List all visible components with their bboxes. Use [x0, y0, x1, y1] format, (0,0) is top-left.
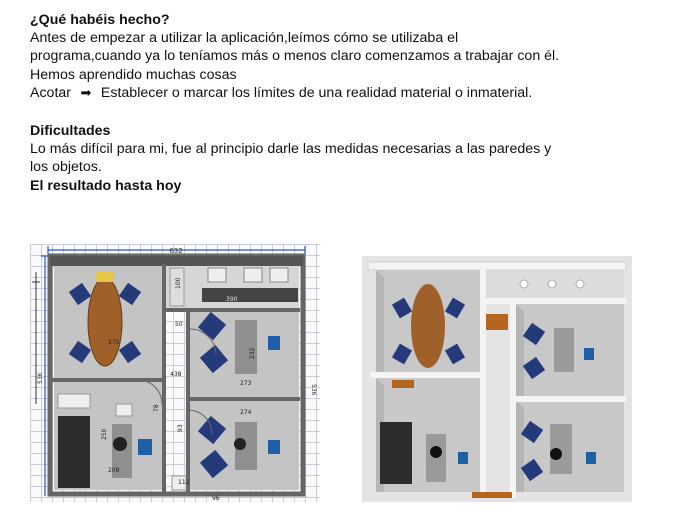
paragraph-line: los objetos.: [30, 159, 102, 176]
floor-plan-2d: [30, 244, 320, 502]
section-title-difficulties: Dificultades: [30, 123, 111, 140]
dim-label: 250: [101, 428, 108, 440]
paragraph-line: programa,cuando ya lo teníamos más o menos claro comenzamos a trabajar con él.: [30, 48, 560, 65]
dim-label-right: 536: [310, 384, 317, 396]
dim-label: 274: [240, 409, 252, 416]
text-content: [30, 11, 670, 195]
dim-label: 273: [240, 380, 252, 387]
dim-label: 438: [170, 371, 182, 378]
dim-label: 209: [108, 467, 120, 474]
paragraph-line: Antes de empezar a utilizar la aplicación,leímos cómo se utilizaba el: [30, 30, 459, 47]
dim-label: 100: [175, 277, 182, 289]
dim-label: 270: [108, 339, 120, 346]
paragraph-line: Lo más difícil para mi, fue al principio darle las medidas necesarias a las paredes y: [30, 141, 552, 158]
dim-label: 50: [175, 321, 183, 328]
dim-label: 112: [178, 479, 190, 486]
dim-label: 93: [177, 424, 184, 432]
dim-label: 96: [212, 495, 220, 502]
paragraph-line: Hemos aprendido muchas cosas: [30, 66, 237, 83]
section-title-result: El resultado hasta hoy: [30, 177, 182, 194]
floor-plan-3d-render: [362, 256, 632, 502]
definition-term: Acotar: [30, 84, 72, 101]
render-drawing: [362, 256, 632, 502]
dim-label: 390: [226, 296, 238, 303]
dim-label: 232: [249, 347, 256, 359]
right-arrow-icon: ➡: [80, 84, 92, 100]
floor-plan-drawing: [30, 244, 320, 502]
dim-label-left: 536: [37, 372, 44, 384]
dim-label: 78: [153, 404, 160, 412]
definition-line: [30, 84, 670, 102]
definition-text: Establecer o marcar los límites de una realidad material o inmaterial.: [100, 84, 533, 101]
dim-label-top: 632: [169, 247, 183, 255]
section-title-what-done: ¿Qué habéis hecho?: [30, 12, 170, 28]
